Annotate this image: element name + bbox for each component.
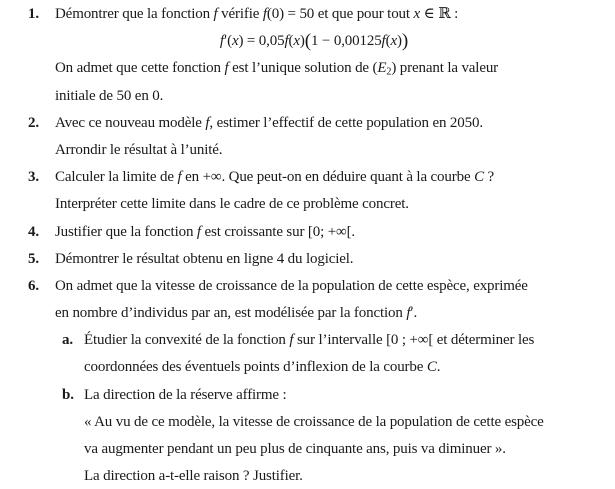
text-segment: va augmenter pendant un peu plus de cinquante ans, puis va diminuer ». bbox=[84, 441, 506, 458]
math-symbol: C bbox=[474, 169, 484, 186]
text-segment: Justifier que la fonction bbox=[55, 223, 197, 240]
question-6-number: 6. bbox=[28, 277, 39, 294]
question-3-line-2 bbox=[55, 191, 608, 218]
question-5 bbox=[28, 246, 608, 273]
question-3 bbox=[28, 164, 608, 218]
text-segment: On admet que cette fonction bbox=[55, 60, 225, 77]
question-1 bbox=[28, 1, 608, 110]
text-segment: sur l’intervalle [0 ; +∞[ et déterminer les bbox=[293, 332, 535, 349]
text-segment: ( bbox=[385, 33, 391, 50]
question-1-formula bbox=[55, 28, 573, 55]
question-6b-body bbox=[84, 382, 608, 489]
math-symbol: f bbox=[177, 169, 182, 186]
text-segment: . bbox=[436, 359, 441, 376]
text-segment: ) bbox=[396, 33, 402, 50]
math-symbol: f bbox=[213, 6, 218, 22]
text-segment: Interpréter cette limite dans le cadre de ce problème concret. bbox=[55, 196, 409, 213]
math-symbol: f bbox=[381, 33, 386, 50]
text-segment: , estimer l’effectif de cette population en 2050. bbox=[209, 114, 483, 131]
question-4-body bbox=[55, 219, 608, 246]
question-6-line-1 bbox=[55, 273, 608, 300]
text-segment: initiale de 50 en 0. bbox=[55, 87, 164, 104]
question-2-body bbox=[55, 110, 608, 164]
math-symbol: x bbox=[293, 33, 300, 50]
question-6b-letter: b. bbox=[62, 386, 74, 403]
question-3-number: 3. bbox=[28, 169, 39, 186]
question-6-body bbox=[55, 273, 608, 489]
question-6a-letter: a. bbox=[62, 332, 73, 349]
text-segment: On admet que la vitesse de croissance de la population de cette espèce, exprimée bbox=[55, 277, 528, 294]
text-segment: La direction a-t-elle raison ? Justifier. bbox=[84, 468, 303, 485]
text-segment: Démontrer le résultat obtenu en ligne 4 du logiciel. bbox=[55, 250, 354, 267]
math-symbol: f bbox=[262, 6, 267, 22]
question-6-line-2 bbox=[55, 300, 608, 327]
text-segment: en nombre d’individus par an, est modélisée par la fonction bbox=[55, 305, 407, 322]
question-6b-quote-line-1 bbox=[84, 409, 608, 436]
math-symbol: E bbox=[377, 60, 387, 77]
question-4 bbox=[28, 219, 608, 246]
question-1-number: 1. bbox=[28, 6, 39, 22]
question-6a-body bbox=[84, 327, 608, 381]
text-segment: (0) = 50 et que pour tout bbox=[266, 6, 414, 22]
text-segment: 1 − 0,00125 bbox=[310, 33, 382, 50]
math-symbol: f bbox=[224, 60, 229, 77]
question-6b-line-1 bbox=[84, 382, 608, 409]
text-segment: en +∞. Que peut-on en déduire quant à la courbe bbox=[181, 169, 475, 186]
question-3-body bbox=[55, 164, 608, 218]
question-6a-line-1 bbox=[84, 327, 608, 354]
text-segment: ′. bbox=[410, 305, 418, 322]
question-4-line-1 bbox=[55, 219, 608, 246]
question-6a-line-2 bbox=[84, 354, 608, 381]
question-5-body bbox=[55, 246, 608, 273]
text-segment: Avec ce nouveau modèle bbox=[55, 114, 206, 131]
math-symbol: x bbox=[413, 6, 421, 22]
question-3-line-1 bbox=[55, 164, 608, 191]
math-symbol: C bbox=[426, 359, 437, 376]
question-2 bbox=[28, 110, 608, 164]
question-5-line-1 bbox=[55, 246, 608, 273]
text-segment: ) prenant la valeur bbox=[391, 60, 499, 77]
text-segment: Démontrer que la fonction bbox=[55, 6, 214, 22]
math-symbol: f bbox=[219, 33, 224, 50]
text-segment: 2 bbox=[386, 66, 392, 78]
text-segment: Calculer la limite de bbox=[55, 169, 178, 186]
question-6b bbox=[62, 382, 608, 489]
question-5-number: 5. bbox=[28, 250, 39, 267]
text-segment: ′( bbox=[223, 33, 232, 50]
math-symbol: x bbox=[390, 33, 397, 50]
text-segment: est croissante sur [0; +∞[. bbox=[200, 223, 356, 240]
text-segment: ( bbox=[288, 33, 294, 50]
math-symbol: f bbox=[196, 223, 201, 240]
question-1-body bbox=[55, 1, 608, 110]
text-segment: ? bbox=[483, 169, 495, 186]
text-segment: Étudier la convexité de la fonction bbox=[84, 332, 290, 349]
question-4-number: 4. bbox=[28, 223, 39, 240]
question-2-line-1 bbox=[55, 110, 608, 137]
text-segment: est l’unique solution de ( bbox=[228, 60, 378, 77]
question-1-line-4 bbox=[55, 83, 608, 110]
question-1-line-3 bbox=[55, 55, 608, 82]
math-symbol: f bbox=[289, 332, 294, 349]
text-segment: Arrondir le résultat à l’unité. bbox=[55, 141, 223, 158]
text-segment: ∈ ℝ : bbox=[420, 6, 459, 22]
text-segment: La direction de la réserve affirme : bbox=[84, 386, 287, 403]
question-6b-line-4 bbox=[84, 463, 608, 489]
text-segment: ( bbox=[304, 30, 311, 52]
math-symbol: x bbox=[231, 33, 239, 50]
math-symbol: f bbox=[406, 305, 411, 322]
math-symbol: f bbox=[284, 33, 289, 50]
question-1-line-1 bbox=[55, 1, 608, 28]
text-segment: ) = 0,05 bbox=[238, 33, 285, 50]
text-segment: vérifie bbox=[217, 6, 263, 22]
math-symbol: f bbox=[205, 114, 210, 131]
question-2-line-2 bbox=[55, 137, 608, 164]
question-2-number: 2. bbox=[28, 114, 39, 131]
text-segment: ) bbox=[401, 30, 409, 52]
question-6a bbox=[62, 327, 608, 381]
text-segment: coordonnées des éventuels points d’inflexion de la courbe bbox=[84, 359, 427, 376]
question-6 bbox=[28, 273, 608, 489]
text-segment: ) bbox=[299, 33, 305, 50]
text-segment: « Au vu de ce modèle, la vitesse de croissance de la population de cette espèce bbox=[84, 413, 544, 430]
question-6b-quote-line-2 bbox=[84, 436, 608, 463]
